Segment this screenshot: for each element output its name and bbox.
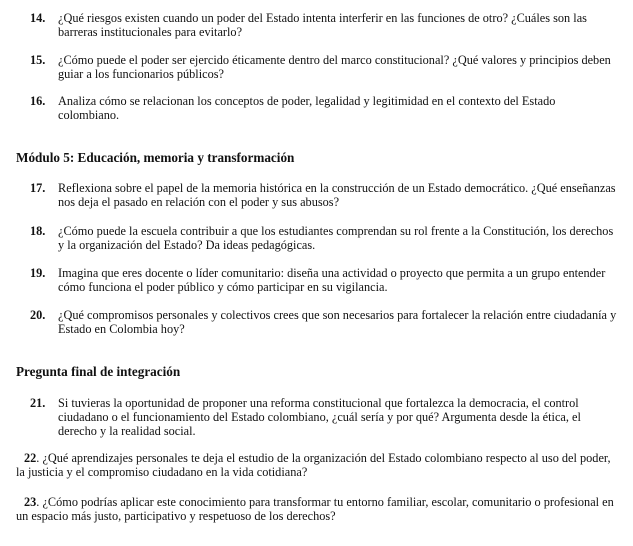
question-22: [16, 451, 616, 479]
question-number: 19.: [30, 266, 46, 280]
question-number: 20.: [30, 308, 46, 322]
question-number: 14.: [30, 11, 46, 25]
question-number: 16.: [30, 94, 46, 108]
question-text: ¿Qué compromisos personales y colectivos crees que son necesarios para fortalecer la relación entre ciudadanía y Estado en Colombia hoy?: [58, 308, 617, 336]
question-number: 22: [24, 451, 37, 465]
question-text: Reflexiona sobre el papel de la memoria histórica en la construcción de un Estado democrático. ¿Qué enseñanzas nos deja el pasado en relación con el poder y sus abusos?: [58, 181, 616, 209]
question-text: . ¿Cómo podrías aplicar este conocimiento para transformar tu entorno familiar, escolar, comunitario o profesional en un espacio más justo, participativo y respetuoso de los derechos?: [16, 495, 614, 523]
final-integration-heading: Pregunta final de integración: [16, 364, 181, 379]
question-23: [16, 495, 616, 523]
module-5-heading: Módulo 5: Educación, memoria y transformación: [16, 150, 295, 165]
question-number: 17.: [30, 181, 46, 195]
question-number: 15.: [30, 53, 46, 67]
question-text: ¿Cómo puede el poder ser ejercido éticamente dentro del marco constitucional? ¿Qué valores y principios deben guiar a los funcionarios públicos?: [58, 53, 611, 81]
question-text: Si tuvieras la oportunidad de proponer una reforma constitucional que fortalezca la democracia, el control ciudadano o el funcionamiento del Estado colombiano, ¿cuál sería y por qué? Argumenta desde la ética, el derecho y la realidad social.: [58, 396, 581, 438]
question-text: Imagina que eres docente o líder comunitario: diseña una actividad o proyecto que permita a un grupo entender cómo funciona el poder público y cómo participar en su vigilancia.: [58, 266, 606, 294]
question-text: . ¿Qué aprendizajes personales te deja el estudio de la organización del Estado colombiano respecto al uso del poder, la justicia y el compromiso ciudadano en la vida cotidiana?: [16, 451, 611, 479]
question-number: 18.: [30, 224, 46, 238]
question-number: 23: [24, 495, 37, 509]
question-text: Analiza cómo se relacionan los conceptos de poder, legalidad y legitimidad en el contexto del Estado colombiano.: [58, 94, 556, 122]
question-text: ¿Cómo puede la escuela contribuir a que los estudiantes comprendan su rol frente a la Constitución, los derechos y la organización del Estado? Da ideas pedagógicas.: [58, 224, 614, 252]
question-number: 21.: [30, 396, 46, 410]
question-text: ¿Qué riesgos existen cuando un poder del Estado intenta interferir en las funciones de otro? ¿Cuáles son las barreras institucionales para evitarlo?: [58, 11, 587, 39]
